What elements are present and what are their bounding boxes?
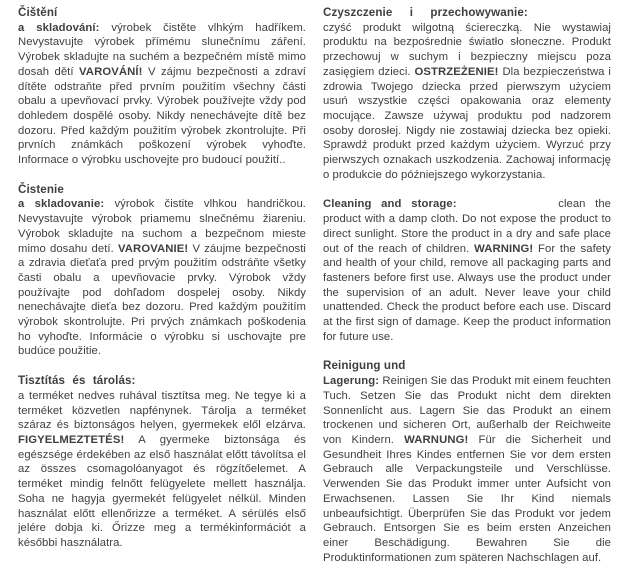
section-polish (323, 6, 611, 182)
heading-polish: Czyszczenie i przechowywanie: (323, 6, 528, 19)
body-text-german-2: Für die Sicherheit und Gesundheit Ihres Kindes entfernen Sie vor dem ersten Gebrauch alle Verpackungsteile und Verschlüsse. Verwenden Sie das Produkt immer unter Aufsicht von Erwachsenen. Lassen Sie Ihr Kind niemals unbeaufsichtigt. Überprüfen Sie das Produkt vor jedem Gebrauch. Entsorgen Sie es beim ersten Anzeichen einer Beschädigung. Bewahren Sie die Produktinformationen zum späteren Nachschlagen auf. (323, 433, 611, 564)
body-text-english-1: clean the product with a damp cloth. Do not expose the product to direct sunlight. Store the product in a dry and safe place out of the reach of children. (323, 198, 611, 255)
section-slovak (18, 183, 306, 359)
body-polish (323, 21, 611, 183)
lead-slovak: a skladovanie: (18, 198, 105, 211)
body-text-czech-1: výrobek čistěte vlhkým hadříkem. Nevystavujte výrobek přímému slunečnímu záření. Výrobek skladujte na suchém a bezpečném místě mimo dosah dětí (18, 21, 306, 78)
warning-word-hungarian: FIGYELMEZTETÉS! (18, 433, 125, 446)
warning-word-german: WARNUNG! (404, 433, 469, 446)
body-text-polish-1: czyść produkt wilgotną ściereczką. Nie wystawiaj produktu na bezpośrednie światło słoneczne. Produkt przechowuj w suchym i bezpieczny miejscu poza zasięgiem dzieci. (323, 21, 611, 78)
heading-slovak: Čistenie (18, 182, 64, 196)
lead-czech: a skladování: (18, 21, 100, 34)
section-german (323, 359, 611, 565)
body-czech (18, 21, 306, 168)
body-text-slovak-2: V záujme bezpečnosti a zdravia dieťaťa pred prvým použitím odstráňte všetky časti obalu a upevňovacie prvky. Výrobok vždy používajte pod dohľadom dospelej osoby. Nikdy nenechávajte dieťa bez dozoru. Pred každým použitím výrobok skontrolujte. Pri prvých známkach poškodenia ho vyhoďte. Informácie o výrobku si uschovajte pre budúce použitie. (18, 242, 306, 358)
warning-word-english: WARNING! (474, 242, 534, 255)
body-english (323, 197, 611, 344)
lead-english: Cleaning and storage: (323, 198, 457, 211)
heading-german: Reinigung und (323, 359, 406, 373)
body-hungarian (18, 389, 306, 551)
column-right (323, 6, 611, 570)
body-text-slovak-1: výrobok čistite vlhkou handričkou. Nevystavujte výrobok priamemu slnečnému žiareniu. Výrobok skladujte na suchom a bezpečnom mieste mimo dosahu detí. (18, 198, 306, 255)
section-english (323, 197, 611, 344)
body-text-czech-2: V zájmu bezpečnosti a zdraví dítěte odstraňte před prvním použitím všechny části obalu a upevňovací prvky. Výrobek používejte vždy pod dohledem dospělé osoby. Nikdy nenechávejte dítě bez dozoru. Před každým použitím výrobek zkontrolujte. Při prvních známkách poškození výrobek vyhoďte. Informace o výrobku uschovejte pro budoucí použití.. (18, 65, 306, 167)
body-text-english-2: For the safety and health of your child, remove all packaging parts and fasteners before first use. Always use the product under the supervision of an adult. Never leave your child unattended. Check the product before each use. Discard at the first sign of damage. Keep the product information for future use. (323, 242, 611, 343)
warning-word-polish: OSTRZEŻENIE! (414, 65, 499, 78)
warning-word-slovak: VAROVANIE! (118, 242, 189, 255)
column-left (18, 6, 306, 570)
body-german (323, 374, 611, 565)
body-slovak (18, 197, 306, 359)
body-text-hungarian-2: A gyermeke biztonsága és egészsége érdekében az első használat előtt távolítsa el az összes csomagolóanyagot és rögzítőelemet. A terméket mindig felnőtt felügyelete mellett használja. Soha ne hagyja gyermekét felügyelet nélkül. Minden használat előtt ellenőrizze a terméket. A sérülés első jelére dobja ki. Őrizze meg a termékinformációt a későbbi használatra. (18, 433, 306, 549)
lead-german: Lagerung: (323, 375, 380, 388)
section-hungarian (18, 374, 306, 550)
heading-gap-spacer (457, 206, 549, 207)
section-czech (18, 6, 306, 168)
body-text-hungarian-1: a terméket nedves ruhával tisztítsa meg. Ne tegye ki a terméket közvetlen napfénynek. Tárolja a terméket száraz és biztonságos helyen, gyermekek elől elzárva. (18, 389, 306, 432)
warning-word-czech: VAROVÁNÍ! (79, 65, 143, 78)
body-text-polish-2: Dla bezpieczeństwa i zdrowia Twojego dziecka przed pierwszym użyciem usuń wszystkie części opakowania oraz elementy mocujące. Zawsze używaj produktu pod nadzorem osoby dorosłej. Nigdy nie zostawiaj dziecka bez opieki. Sprawdź produkt przed każdym użyciem. Wyrzuć przy pierwszych oznakach uszkodzenia. Zachowaj informację o produkcie do późniejszego wykorzystania. (323, 65, 611, 181)
body-text-german-1: Reinigen Sie das Produkt mit einem feuchten Tuch. Setzen Sie das Produkt nicht dem direkten Sonnenlicht aus. Lagern Sie das Produkt an einem trockenen und sicheren Ort, außerhalb der Reichweite von Kindern. (323, 375, 611, 446)
heading-czech: Čištění (18, 6, 58, 19)
heading-hungarian: Tisztítás és tárolás: (18, 374, 136, 388)
